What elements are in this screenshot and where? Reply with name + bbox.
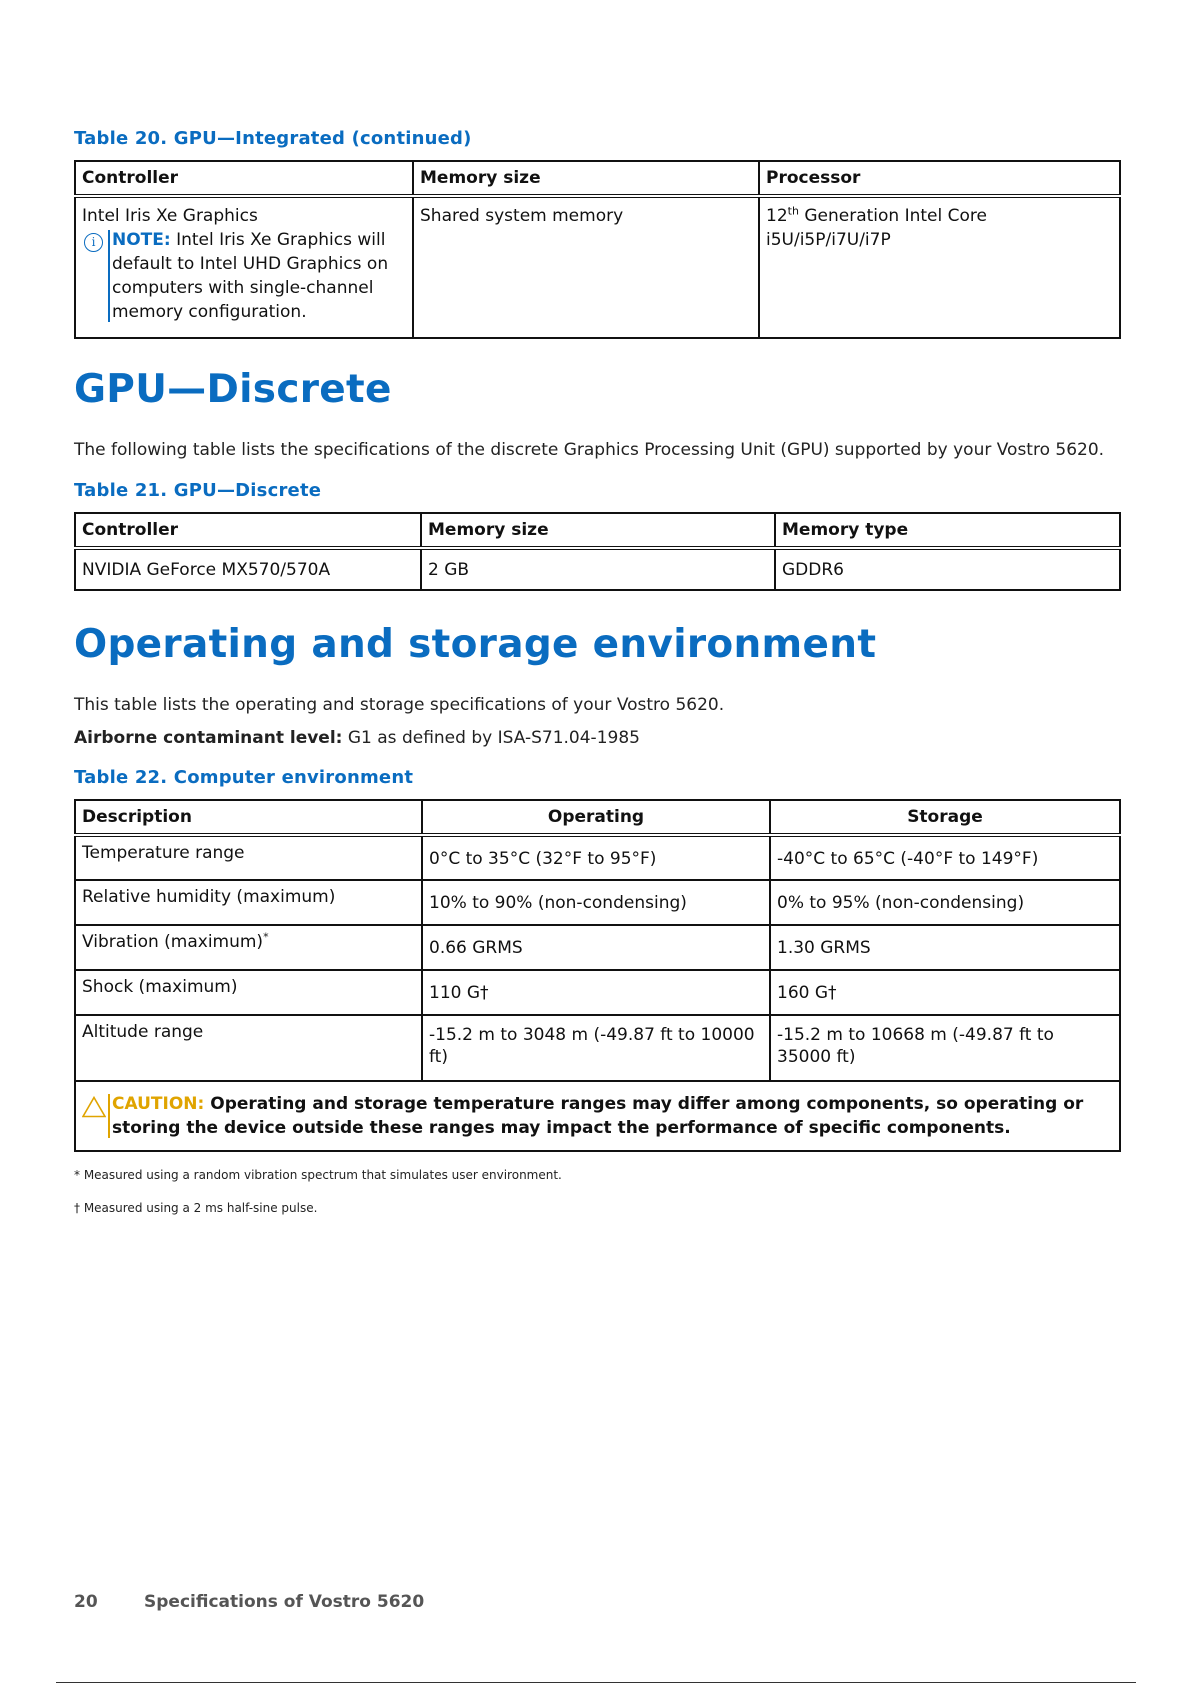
table-21 [74, 512, 1121, 591]
env-operating-cell: 0.66 GRMS [422, 925, 770, 970]
note-text: Intel Iris Xe Graphics will default to Intel UHD Graphics on computers with single-channel memory configuration. [112, 230, 389, 322]
env-operating-cell: 0°C to 35°C (32°F to 95°F) [422, 835, 770, 880]
memory-cell: Shared system memory [413, 196, 759, 338]
gpu-discrete-intro: The following table lists the specifications of the discrete Graphics Processing Unit (GPU) supported by your Vostro 5620. [74, 440, 1105, 460]
gpu-controller-cell: NVIDIA GeForce MX570/570A [75, 548, 421, 590]
env-storage-cell: 0% to 95% (non-condensing) [770, 880, 1120, 925]
caution-text: Operating and storage temperature ranges may differ among components, so operating or storing the device outside these ranges may impact the performance of specific components. [112, 1094, 1084, 1138]
table-row [75, 1015, 1120, 1081]
processor-text: Generation Intel Core i5U/i5P/i7U/i7P [766, 206, 987, 250]
table-20 [74, 160, 1121, 339]
footnote-marker: * [263, 930, 269, 944]
footnote-vibration: * Measured using a random vibration spectrum that simulates user environment. [74, 1168, 562, 1182]
environment-intro: This table lists the operating and storage specifications of your Vostro 5620. [74, 695, 725, 715]
caution-bar [108, 1094, 110, 1138]
table-21-header-memory-type: Memory type [775, 513, 1120, 548]
env-storage-cell: -40°C to 65°C (-40°F to 149°F) [770, 835, 1120, 880]
table-22-header-storage: Storage [770, 800, 1120, 835]
table-20-caption: Table 20. GPU—Integrated (continued) [74, 128, 472, 149]
env-storage-cell: 160 G† [770, 970, 1120, 1015]
env-storage-cell: 1.30 GRMS [770, 925, 1120, 970]
table-22 [74, 799, 1121, 1152]
caution-cell [75, 1081, 1120, 1151]
table-20-header-controller: Controller [75, 161, 413, 196]
table-row [75, 835, 1120, 880]
caution-row [75, 1081, 1120, 1151]
env-operating-cell: 10% to 90% (non-condensing) [422, 880, 770, 925]
table-22-caption: Table 22. Computer environment [74, 767, 414, 788]
footer-title: Specifications of Vostro 5620 [144, 1592, 425, 1612]
env-desc-cell: Relative humidity (maximum) [75, 880, 422, 925]
footnote-shock: † Measured using a 2 ms half-sine pulse. [74, 1201, 318, 1215]
processor-generation: 12 [766, 206, 788, 226]
table-20-header-processor: Processor [759, 161, 1120, 196]
gpu-discrete-heading: GPU—Discrete [74, 367, 392, 412]
note-label: NOTE: [112, 230, 171, 250]
env-desc-cell: Altitude range [75, 1015, 422, 1081]
note-bar [108, 230, 110, 322]
table-row [75, 970, 1120, 1015]
airborne-value: G1 as defined by ISA-S71.04-1985 [347, 728, 640, 748]
table-row [75, 196, 1120, 338]
table-row [75, 880, 1120, 925]
note [82, 228, 406, 324]
env-desc-cell: Temperature range [75, 835, 422, 880]
page-number: 20 [74, 1592, 98, 1612]
env-operating-cell: 110 G† [422, 970, 770, 1015]
gpu-memory-type-cell: GDDR6 [775, 548, 1120, 590]
table-row [75, 925, 1120, 970]
caution [82, 1092, 1113, 1140]
warning-triangle-icon [82, 1096, 106, 1118]
info-icon: i [84, 233, 103, 252]
table-row [75, 548, 1120, 590]
table-20-header-memory: Memory size [413, 161, 759, 196]
env-storage-cell: -15.2 m to 10668 m (-49.87 ft to 35000 ft) [770, 1015, 1120, 1081]
environment-heading: Operating and storage environment [74, 622, 877, 667]
controller-cell [75, 196, 413, 338]
page-footer [74, 1592, 424, 1612]
controller-name: Intel Iris Xe Graphics [82, 206, 258, 226]
processor-cell [759, 196, 1120, 338]
gpu-memory-size-cell: 2 GB [421, 548, 775, 590]
caution-label: CAUTION: [112, 1094, 205, 1114]
table-21-header-memory-size: Memory size [421, 513, 775, 548]
table-22-header-operating: Operating [422, 800, 770, 835]
table-22-header-description: Description [75, 800, 422, 835]
airborne-line [74, 728, 640, 748]
processor-ordinal: th [787, 204, 799, 218]
env-operating-cell: -15.2 m to 3048 m (-49.87 ft to 10000 ft) [422, 1015, 770, 1081]
airborne-label: Airborne contaminant level: [74, 728, 343, 748]
env-desc-text: Vibration (maximum) [82, 932, 264, 952]
env-desc-cell: Shock (maximum) [75, 970, 422, 1015]
table-21-header-controller: Controller [75, 513, 421, 548]
table-21-caption: Table 21. GPU—Discrete [74, 480, 322, 501]
env-desc-cell [75, 925, 422, 970]
footer-rule [56, 1682, 1136, 1683]
